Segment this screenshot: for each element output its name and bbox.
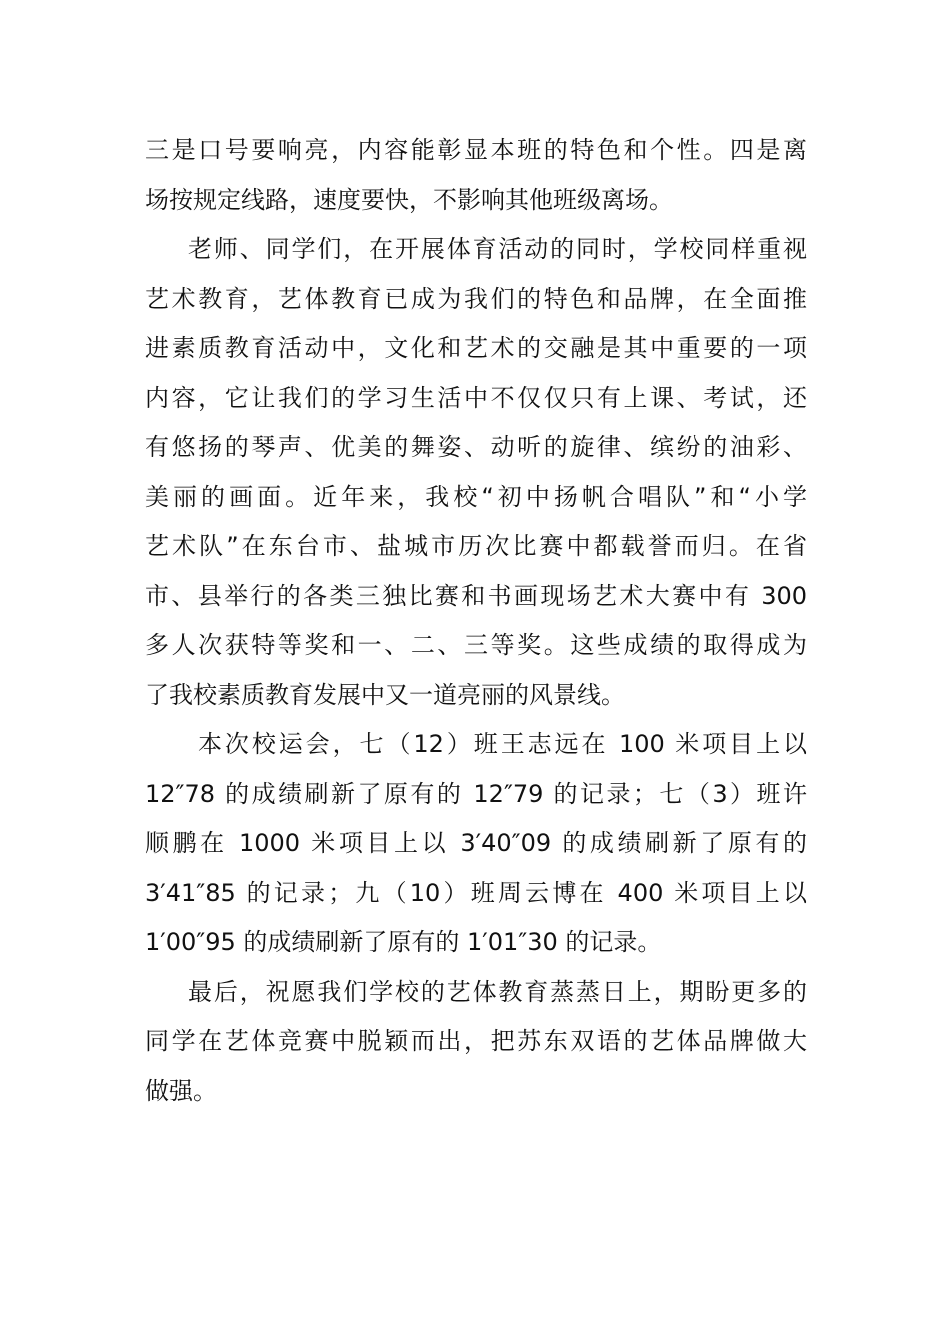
paragraph-1 [145, 126, 807, 225]
text-line: 内容，它让我们的学习生活中不仅仅只有上课、考试，还 [145, 383, 807, 412]
text-line: 市、县举行的各类三独比赛和书画现场艺术大赛中有 300 [145, 581, 807, 610]
text-line: 美丽的画面。近年来，我校“初中扬帆合唱队”和“小学 [145, 482, 807, 511]
text-line: 3′41″85 的记录；九（10）班周云博在 400 米项目上以 [145, 878, 807, 907]
paragraph-3 [145, 720, 807, 968]
text-line: 最后，祝愿我们学校的艺体教育蒸蒸日上，期盼更多的 [188, 977, 807, 1006]
paragraph-4 [145, 968, 807, 1117]
paragraph-2 [145, 225, 807, 720]
document-body [145, 126, 807, 1116]
text-line: 老师、同学们，在开展体育活动的同时，学校同样重视 [188, 235, 807, 263]
text-line: 进素质教育活动中，文化和艺术的交融是其中重要的一项 [145, 334, 807, 362]
text-line: 顺鹏在 1000 米项目上以 3′40″09 的成绩刷新了原有的 [145, 829, 807, 857]
text-line: 多人次获特等奖和一、二、三等奖。这些成绩的取得成为 [145, 631, 807, 659]
text-line: 有悠扬的琴声、优美的舞姿、动听的旋律、缤纷的油彩、 [145, 433, 807, 461]
text-line: 艺术队”在东台市、盐城市历次比赛中都载誉而归。在省 [145, 532, 807, 560]
text-line: 12″78 的成绩刷新了原有的 12″79 的记录；七（3）班许 [145, 779, 807, 808]
text-line: 做强。 [145, 1076, 217, 1105]
text-line: 本次校运会，七（12）班王志远在 100 米项目上以 [198, 730, 807, 758]
text-line: 场按规定线路，速度要快，不影响其他班级离场。 [145, 185, 673, 214]
text-line: 艺术教育，艺体教育已成为我们的特色和品牌，在全面推 [145, 284, 807, 313]
text-line: 了我校素质教育发展中又一道亮丽的风景线。 [145, 680, 625, 709]
text-line: 1′00″95 的成绩刷新了原有的 1′01″30 的记录。 [145, 928, 662, 956]
text-line: 三是口号要响亮，内容能彰显本班的特色和个性。四是离 [145, 136, 807, 164]
text-line: 同学在艺体竞赛中脱颖而出，把苏东双语的艺体品牌做大 [145, 1027, 807, 1055]
